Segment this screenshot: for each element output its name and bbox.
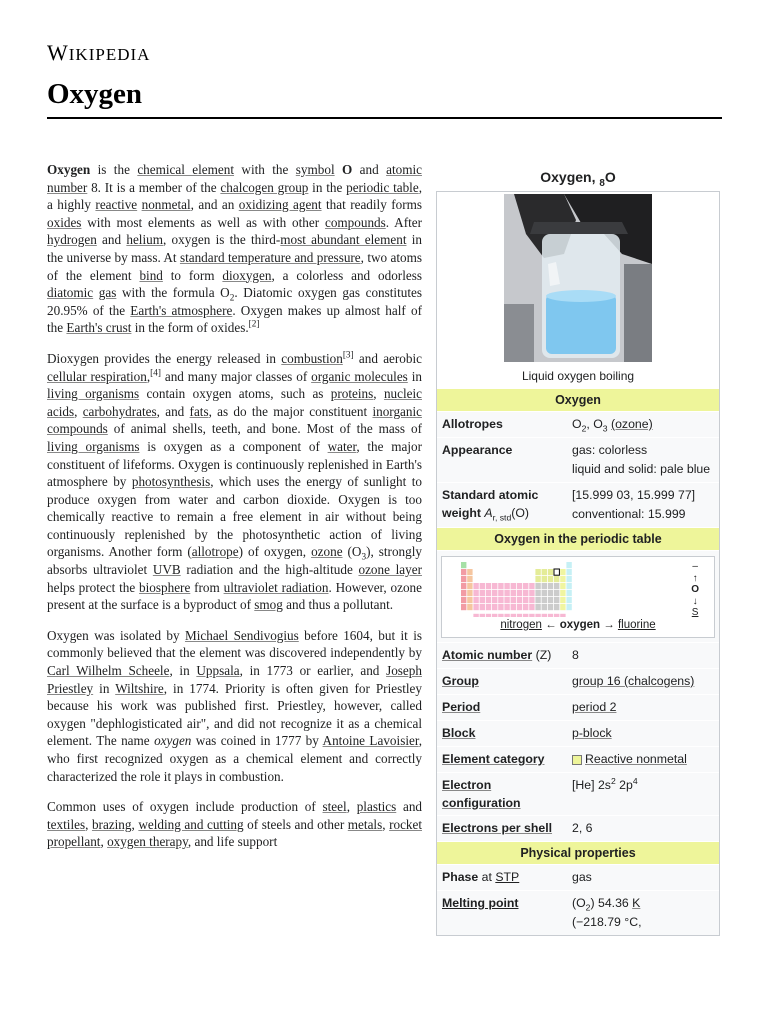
periodic-cell [566,569,571,575]
periodic-cell [560,583,565,589]
link[interactable]: Earth's crust [66,320,132,336]
row-label[interactable]: Electron configuration [442,778,521,810]
title-underline [47,117,722,119]
link[interactable]: standard temperature and pressure [179,249,361,265]
periodic-cell [554,604,559,610]
periodic-cell [473,590,478,596]
link[interactable]: hydrogen [47,232,97,248]
link[interactable]: diatomic [47,285,94,301]
page-title: Oxygen [47,78,143,110]
link[interactable]: carbohydrates [82,403,157,419]
periodic-cell [548,569,553,575]
photo-caption: Liquid oxygen boiling [521,369,635,383]
link[interactable]: periodic table [346,179,419,195]
periodic-cell [461,569,466,575]
periodic-cell [498,597,503,603]
periodic-cell [566,562,571,568]
nitrogen-link[interactable]: nitrogen [500,619,542,631]
periodic-cell [554,583,559,589]
paragraph-history: Oxygen was isolated by Michael Sendivogius before 1604, but it is commonly believed that the element was discovered independently by Carl Wilhelm Scheele, in Uppsala, in 1773 or earlier, and Joseph Priestley in Wiltshire, in 1774. Priority is often given for Priestley because his work was published first. Priestley, however, called oxygen "dephlogisticated air", and did not recognize it as a chemical element. The name oxygen was coined in 1777 by Antoine Lavoisier, who first recognized oxygen as a chemical element and correctly characterized the role it plays in combustion. [47,627,422,784]
reference-link[interactable]: [4] [150,367,161,378]
row-label[interactable]: Block [442,726,476,740]
infobox-row: Electron configuration [He] $2s^2$ $2p^4$ [437,772,719,815]
periodic-cell [480,614,485,617]
periodic-cell [517,583,522,589]
link[interactable]: smog [254,597,283,613]
periodic-cell [548,590,553,596]
link[interactable]: fats [189,403,209,419]
infobox-row: Atomic number (Z) 8 [437,642,719,668]
atomic-weight-label[interactable]: Standard atomic [442,488,539,502]
periodic-cell [542,590,547,596]
periodic-cell [480,597,485,603]
periodic-cell [498,590,503,596]
link[interactable]: nucleic acids [47,386,422,419]
link[interactable]: photosynthesis [131,474,211,490]
link[interactable]: most abundant element [280,232,407,248]
row-label[interactable]: Period [442,700,481,714]
link[interactable]: proteins [330,386,374,402]
periodic-cell [554,590,559,596]
link[interactable]: Antoine Lavoisier [322,733,419,749]
periodic-cell [511,597,516,603]
periodic-cell [560,590,565,596]
periodic-cell [523,583,528,589]
link[interactable]: cellular respiration [47,368,147,384]
link[interactable]: helium [126,232,163,248]
link[interactable]: combustion [281,350,343,366]
link[interactable]: ozone [311,544,343,560]
periodic-cell [504,583,509,589]
periodic-cell [461,576,466,582]
paragraph-uses: Common uses of oxygen include production of steel, plastics and textiles, brazing, welding and cutting of steels and other metals, rocket propellant, oxygen therapy, and life support [47,799,422,850]
periodic-cell [498,583,503,589]
infobox-row [437,694,719,720]
periodic-cell [473,614,478,617]
periodic-cell [535,590,540,596]
periodic-cell [529,590,534,596]
periodic-cell [473,597,478,603]
periodic-cell [504,590,509,596]
row-melting-point: Melting point $(O_2)$ 54.36 K (−218.79 °C, [437,890,719,935]
periodic-cell [529,597,534,603]
periodic-cell [542,583,547,589]
periodic-cell [517,614,522,617]
periodic-cell [523,604,528,610]
periodic-cell [554,597,559,603]
link[interactable]: biosphere [139,579,191,595]
periodic-cell [523,614,528,617]
link[interactable]: gas [98,285,117,301]
row-atomic-weight: Standard atomic weight $A_{r, std}(O)$ [15.999 03, 15.999 77] conventional: 15.999 [437,482,719,527]
infobox-header-element: Oxygen [437,388,719,411]
row-value: 8 [572,648,579,662]
link[interactable]: chemical element [137,162,235,177]
link[interactable]: dioxygen [222,267,272,283]
link[interactable]: ultraviolet radiation [223,579,329,595]
periodic-cell [486,604,491,610]
liquid-oxygen-photo[interactable] [437,192,719,365]
periodic-cell [467,576,472,582]
group-navigation[interactable]: – ↑ O ↓ S [691,561,699,618]
link[interactable]: bind [139,267,163,283]
periodic-cell [498,604,503,610]
infobox-header-periodic-table: Oxygen in the periodic table [437,527,719,550]
periodic-cell [511,614,516,617]
link[interactable]: Wiltshire [115,680,164,696]
periodic-cell [473,604,478,610]
periodic-cell [517,604,522,610]
periodic-cell [566,590,571,596]
link[interactable]: Carl Wilhelm Scheele [47,663,170,679]
periodic-cell [467,604,472,610]
link[interactable]: steel [322,799,347,815]
paragraph-intro: Oxygen is the chemical element with the symbol O and atomic number 8. It is a member of the chalcogen group in the periodic table, a highly reactive nonmetal, and an oxidizing agent that readily forms oxides with most elements as well as with other compounds. After hydrogen and helium, oxygen is the third-most abundant element in the universe by mass. At standard temperature and pressure, two atoms of the element bind to form dioxygen, a colorless and odorless diatomic gas with the formula $O_2$. Diatomic oxygen gas constitutes 20.95% of the Earth's atmosphere. Oxygen makes up almost half of the Earth's crust in the form of oxides.[2] [47,162,422,336]
row-label[interactable]: Atomic number [442,648,533,662]
link[interactable]: symbol [295,162,335,177]
link[interactable]: water [327,438,357,454]
periodic-cell [548,614,553,617]
periodic-cell [542,604,547,610]
periodic-cell [498,614,503,617]
link[interactable]: Uppsala [196,663,240,679]
periodic-cell [548,604,553,610]
periodic-cell [542,614,547,617]
periodic-cell [535,604,540,610]
periodic-cell [554,614,559,617]
periodic-cell [511,604,516,610]
link[interactable]: ozone layer [358,562,422,578]
periodic-cell [461,597,466,603]
periodic-cell [486,590,491,596]
row-value[interactable]: period 2 [572,700,617,714]
periodic-cell [480,590,485,596]
periodic-cell [467,569,472,575]
periodic-cell [560,576,565,582]
link[interactable]: welding and cutting [138,816,244,832]
periodic-cell [566,604,571,610]
reference-link[interactable]: [2] [248,318,260,329]
link[interactable]: compounds [324,214,386,230]
periodic-cell [535,583,540,589]
link[interactable]: plastics [356,799,397,815]
periodic-cell [486,614,491,617]
periodic-cell [535,569,540,575]
periodic-cell [529,604,534,610]
link[interactable]: oxides [47,214,82,230]
periodic-cell [548,583,553,589]
link[interactable]: organic molecules [311,368,408,384]
periodic-cell [511,583,516,589]
ozone-link[interactable]: (ozone) [611,417,653,431]
periodic-cell [467,597,472,603]
periodic-cell [566,597,571,603]
link[interactable]: Joseph Priestley [47,663,422,696]
element-navigation: nitrogen ← oxygen → fluorine [500,619,656,631]
link[interactable]: living organisms [47,438,140,454]
link[interactable]: chalcogen group [220,179,309,195]
periodic-cell [492,583,497,589]
link[interactable]: living organisms [47,386,140,402]
infobox-row [437,815,719,841]
periodic-cell [560,614,565,617]
periodic-cell [492,590,497,596]
periodic-table-mini[interactable] [441,556,715,638]
periodic-cell [523,590,528,596]
periodic-cell [486,597,491,603]
periodic-cell [560,604,565,610]
periodic-cell [566,576,571,582]
row-value[interactable]: Reactive nonmetal [585,752,687,766]
periodic-cell [473,583,478,589]
row-value[interactable]: p-block [572,726,612,740]
periodic-cell [504,597,509,603]
periodic-cell [560,569,565,575]
row-phase: Phase at STP gas [437,864,719,890]
kelvin-link[interactable]: K [632,896,641,910]
link[interactable]: metals [347,816,383,832]
periodic-cell [492,604,497,610]
periodic-cell [486,583,491,589]
periodic-cell [542,597,547,603]
periodic-cell [542,569,547,575]
periodic-cell [535,597,540,603]
row-label[interactable]: Electrons per shell [442,821,553,835]
periodic-cell [504,604,509,610]
link[interactable]: oxygen therapy [107,834,188,850]
wikipedia-wordmark[interactable]: WIKIPEDIA [47,40,151,65]
periodic-cell [554,569,559,575]
row-appearance: Appearance gas: colorless liquid and solid: pale blue [437,437,719,482]
infobox [436,165,720,936]
link[interactable]: reactive [95,197,138,213]
row-label[interactable]: Element category [442,752,545,766]
periodic-cell [529,614,534,617]
periodic-cell [517,590,522,596]
periodic-cell [548,597,553,603]
periodic-cell [566,583,571,589]
link[interactable]: oxidizing agent [238,197,322,213]
link[interactable]: nonmetal [141,197,191,213]
infobox-row [437,746,719,772]
infobox-row [437,668,719,694]
periodic-cell [467,583,472,589]
row-value[interactable]: group 16 (chalcogens) [572,674,695,688]
link[interactable]: atomic number [47,162,422,195]
periodic-cell [554,576,559,582]
link[interactable]: rocket propellant [47,816,422,850]
periodic-cell [467,590,472,596]
periodic-cell [529,583,534,589]
row-label[interactable]: Group [442,674,479,688]
link[interactable]: textiles [47,816,86,832]
row-value: [He] 2s [572,778,611,792]
row-allotropes: Allotropes $O_2$, $O_3$ (ozone) [437,411,719,437]
infobox-header-physical: Physical properties [437,841,719,864]
periodic-cell [480,583,485,589]
periodic-cell [461,590,466,596]
infobox-caption: Oxygen, $_8$O [540,169,616,189]
allotropes-label[interactable]: Allotropes [442,417,503,431]
periodic-cell [517,597,522,603]
link[interactable]: allotrope [191,544,239,560]
article-body [47,161,422,961]
infobox-row [437,720,719,746]
fluorine-link[interactable]: fluorine [617,619,656,631]
stp-link[interactable]: STP [495,870,520,884]
periodic-cell [492,614,497,617]
periodic-cell [560,597,565,603]
periodic-cell [535,576,540,582]
paragraph-dioxygen: Dioxygen provides the energy released in combustion[3] and aerobic cellular respiration,[4] and many major classes of organic molecules in living organisms contain oxygen atoms, such as proteins, nucleic acids, carbohydrates, and fats, as do the major constituent inorganic compounds of animal shells, teeth, and bone. Most of the mass of living organisms is oxygen as a component of water, the major constituent of lifeforms. Oxygen is continuously replenished in Earth's atmosphere by photosynthesis, which uses the energy of sunlight to produce oxygen from water and carbon dioxide. Oxygen is too chemically reactive to remain a free element in air without being continuously replenished by the photosynthetic action of living organisms. Another form (allotrope) of oxygen, ozone $(O_3)$, strongly absorbs ultraviolet UVB radiation and the high-altitude ozone layer helps protect the biosphere from ultraviolet radiation. However, ozone present at the surface is a byproduct of smog and thus a pollutant. [47,349,422,613]
category-swatch [572,755,582,765]
periodic-cell [511,590,516,596]
link[interactable]: brazing [91,816,132,832]
link[interactable]: Earth's atmosphere [130,302,233,318]
periodic-cell [542,576,547,582]
periodic-cell [535,614,540,617]
link[interactable]: inorganic compounds [47,403,422,437]
periodic-cell [461,583,466,589]
periodic-cell [461,604,466,610]
link[interactable]: UVB [152,562,181,578]
periodic-cell [480,604,485,610]
periodic-cell [548,576,553,582]
row-value: 2, 6 [572,821,593,835]
periodic-cell [523,597,528,603]
periodic-cell [461,562,466,568]
link[interactable]: Michael Sendivogius [184,627,299,643]
reference-link[interactable]: [3] [342,349,354,360]
periodic-cell [492,597,497,603]
periodic-cell [504,614,509,617]
